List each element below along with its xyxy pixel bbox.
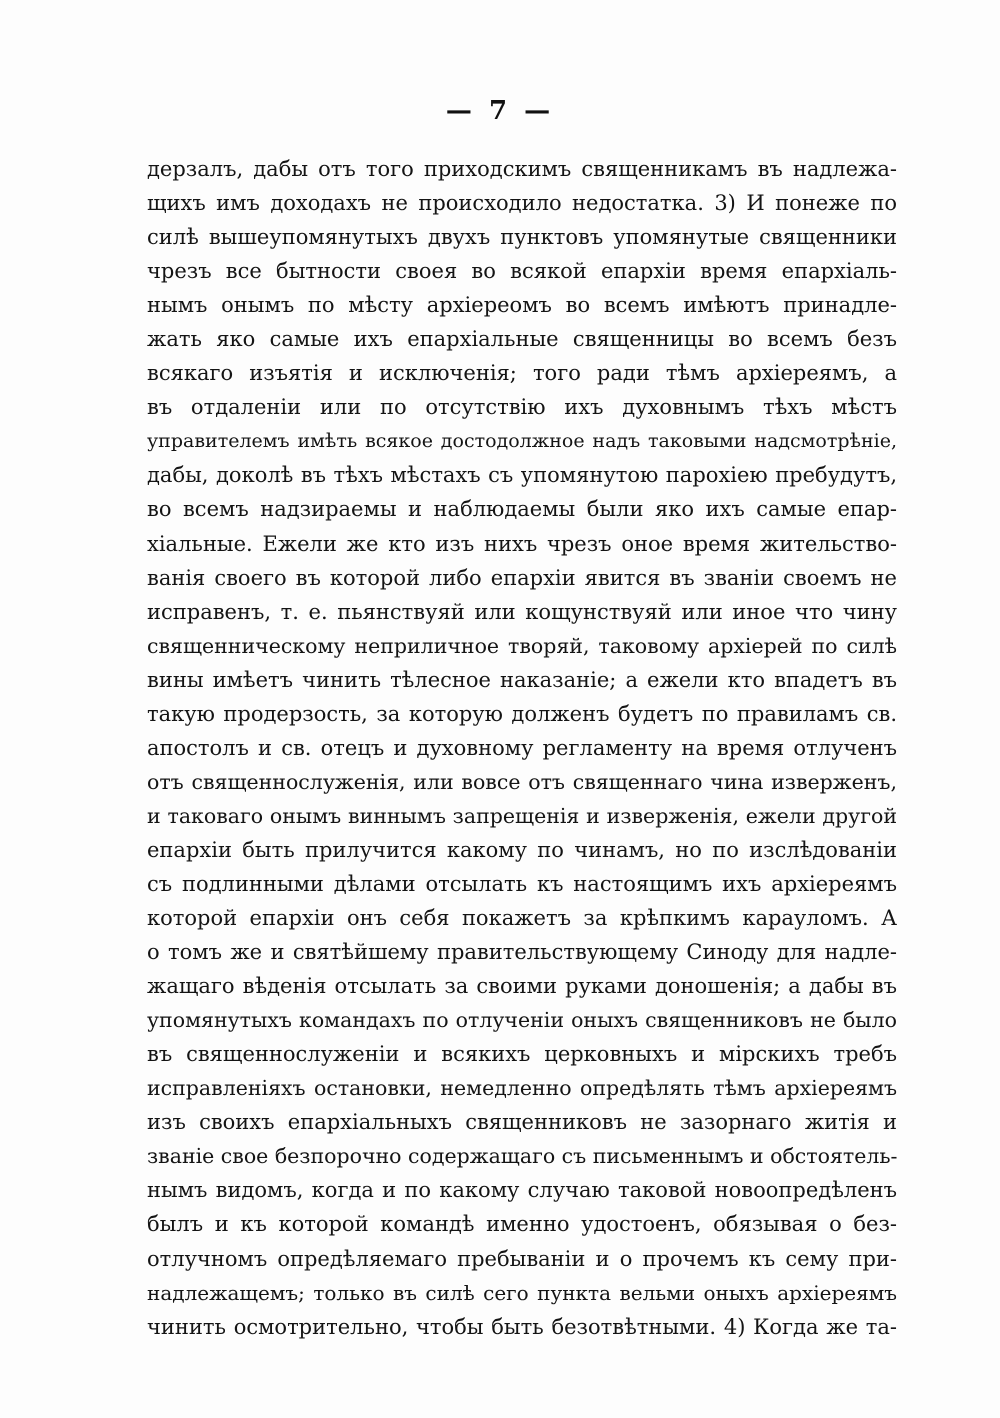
text-line: апостолъ и св. отецъ и духовному регламенту на время отлученъ [147,735,897,760]
text-line: жащаго вѣденія отсылать за своими руками доношенія; а дабы въ [147,974,897,999]
text-line: нымъ видомъ, когда и по какому случаю таковой новоопредѣленъ [147,1178,897,1203]
text-line: епархіи быть прилучится какому по чинамъ, но по изслѣдованіи [147,837,897,862]
text-line: съ подлинными дѣлами отсылать къ настоящимъ ихъ архіереямъ [147,871,897,896]
text-line: отлучномъ опредѣляемаго пребываніи и о прочемъ къ сему при- [147,1246,897,1271]
text-line: въ отдаленіи или по отсутствію ихъ духовнымъ тѣхъ мѣстъ [147,395,897,420]
text-line: жать яко самые ихъ епархіальные священницы во всемъ безъ [147,327,897,352]
text-line: исправленіяхъ остановки, немедленно опредѣлять тѣмъ архіереямъ [147,1076,897,1101]
text-line: упомянутыхъ командахъ по отлученіи оныхъ священниковъ не было [147,1008,897,1033]
text-line: нымъ онымъ по мѣсту архіереомъ во всемъ имѣютъ принадле- [147,293,897,318]
text-line: и таковаго онымъ виннымъ запрещенія и изверженія, ежели другой [147,803,897,828]
text-line: чрезъ все бытности своея во всякой епархіи время епархіаль- [147,259,897,284]
text-line: о томъ же и святѣйшему правительствующему Синоду для надле- [147,940,897,965]
text-line: въ священнослуженіи и всякихъ церковныхъ и мірскихъ требъ [147,1042,897,1067]
text-line: во всемъ надзираемы и наблюдаемы были яко ихъ самые епар- [147,497,897,522]
text-line: званіе свое безпорочно содержащаго съ письменнымъ и обстоятель- [147,1144,897,1169]
text-line: чинить осмотрительно, чтобы быть безотвѣтными. 4) Когда же та- [147,1314,897,1339]
text-line: управителемъ имѣть всякое достодолжное надъ таковыми надсмотрѣніе, [147,430,897,453]
text-line: всякаго изъятія и исключенія; того ради тѣмъ архіереямъ, а [147,361,897,386]
text-line: силѣ вышеупомянутыхъ двухъ пунктовъ упомянутые священники [147,225,897,250]
text-line: отъ священнослуженія, или вовсе отъ священнаго чина изверженъ, [147,769,897,794]
text-line: щихъ имъ доходахъ не происходило недостатка. 3) И понеже по [147,191,897,216]
text-line: дерзалъ, дабы отъ того приходскимъ священникамъ въ надлежа- [147,157,897,181]
text-line: исправенъ, т. е. пьянствуяй или кощунствуяй или иное что чину [147,599,897,624]
text-line: вины имѣетъ чинить тѣлесное наказаніе; а ежели кто впадетъ въ [147,667,897,692]
text-line: дабы, доколѣ въ тѣхъ мѣстахъ съ упомянутою парохіею пребудутъ, [147,463,897,488]
text-line: изъ своихъ епархіальныхъ священниковъ не зазорнаго житія и [147,1110,897,1135]
page-number: — 7 — [445,96,555,126]
text-line: которой епархіи онъ себя покажетъ за крѣпкимъ карауломъ. А [147,906,897,931]
text-line: былъ и къ которой командѣ именно удостоенъ, обязывая о без- [147,1212,897,1237]
text-line: такую продерзость, за которую долженъ будетъ по правиламъ св. [147,701,897,726]
body-text [147,152,897,1344]
text-line: ванія своего въ которой либо епархіи явится въ званіи своемъ не [147,565,897,590]
text-line: надлежащемъ; только въ силѣ сего пункта вельми оныхъ архіереямъ [147,1280,897,1305]
text-line: хіальные. Ежели же кто изъ нихъ чрезъ оное время жительство- [147,531,897,556]
text-line: священническому неприличное творяй, таковому архіерей по силѣ [147,633,897,658]
